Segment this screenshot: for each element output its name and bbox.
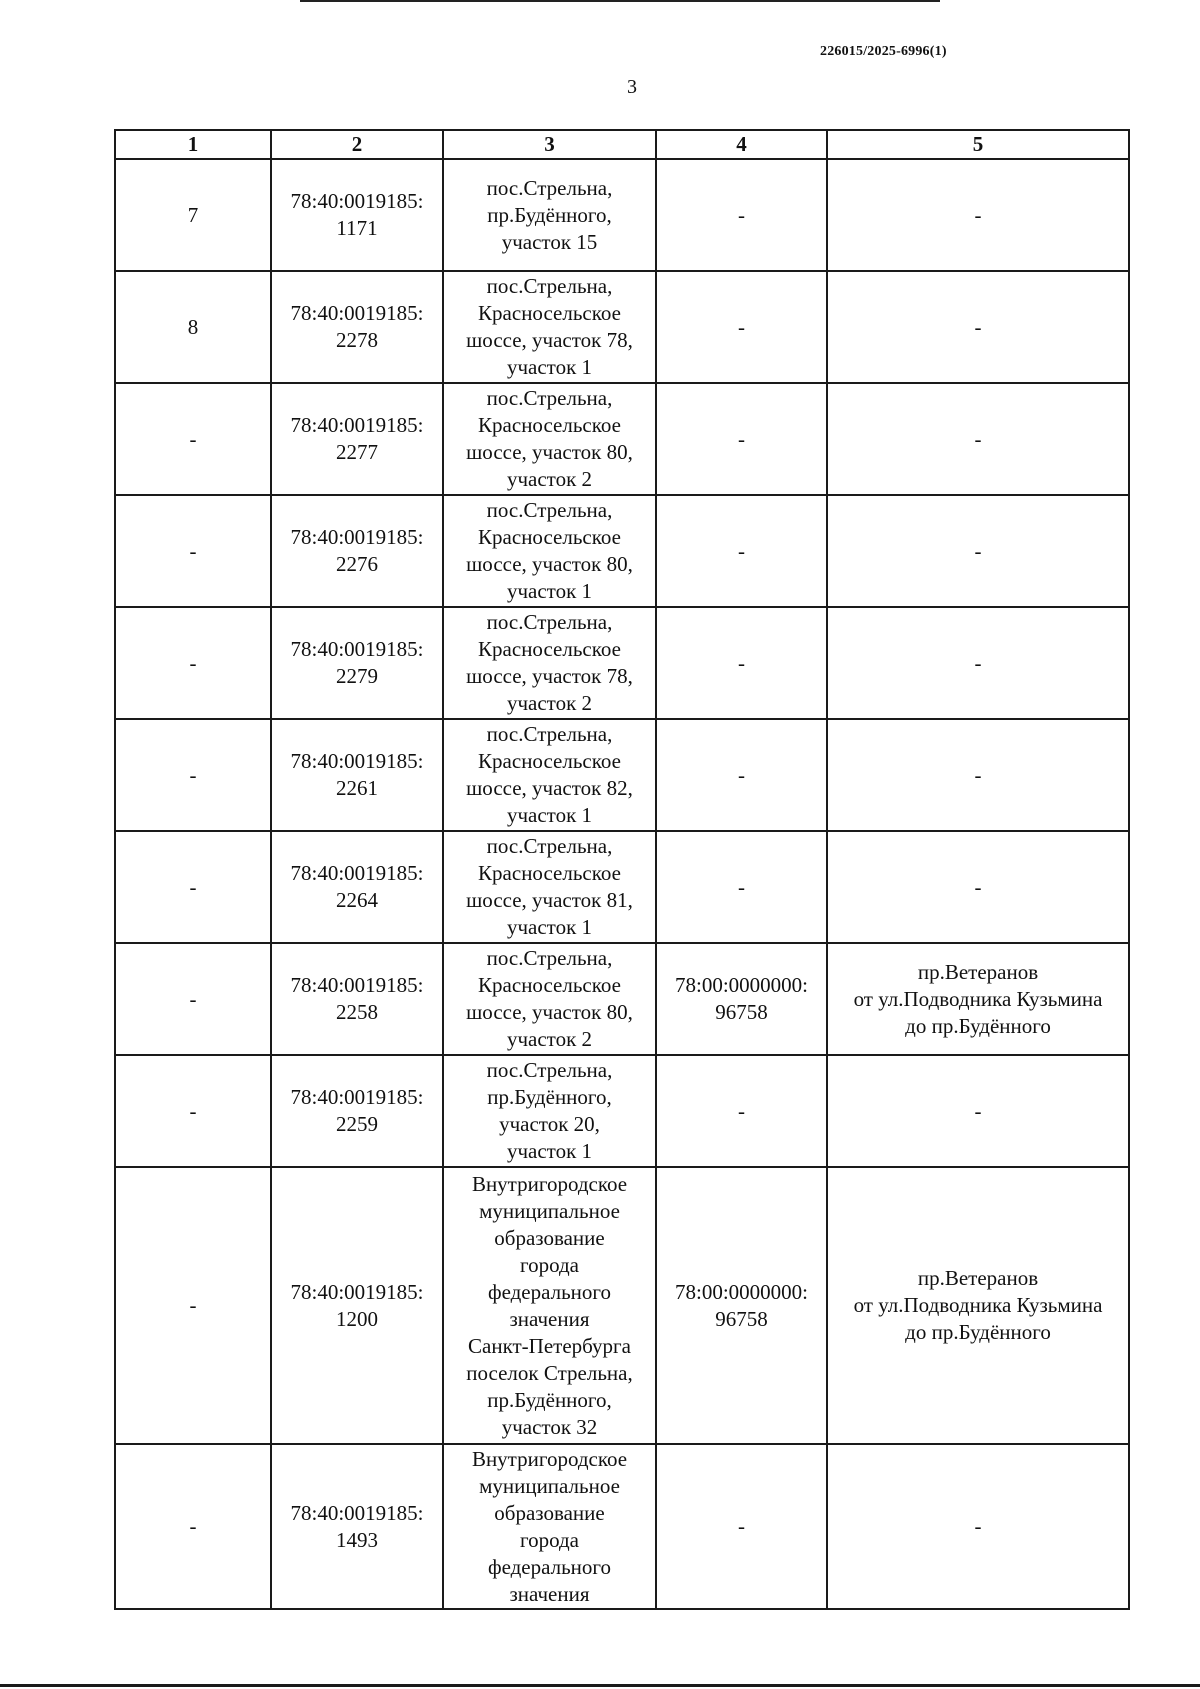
cell-text-line: пос.Стрельна, bbox=[486, 386, 613, 410]
cell-text-line: - bbox=[738, 1098, 745, 1123]
cell-text-line: шоссе, участок 78, bbox=[466, 664, 633, 688]
cell-row-number: - bbox=[115, 943, 271, 1055]
cell-cadastral-number bbox=[271, 719, 443, 831]
cell-text-line: пос.Стрельна, bbox=[486, 498, 613, 522]
cell-text-line: 1200 bbox=[336, 1306, 378, 1331]
cell-text-line: образование bbox=[494, 1500, 605, 1525]
cell-row-number: - bbox=[115, 1167, 271, 1444]
cell-text-line: Красносельское bbox=[478, 637, 621, 661]
cell-address bbox=[443, 831, 656, 943]
cell-row-number: - bbox=[115, 719, 271, 831]
table-row bbox=[115, 943, 1129, 1055]
cell-row-number: - bbox=[115, 495, 271, 607]
cell-road-description bbox=[827, 1444, 1129, 1609]
table-header-row bbox=[115, 130, 1129, 159]
cell-text-line: участок 1 bbox=[506, 355, 593, 379]
cell-cadastral-number bbox=[271, 1444, 443, 1609]
cell-address bbox=[443, 383, 656, 495]
cell-text-line: - bbox=[738, 650, 745, 675]
cell-text-line: 78:00:0000000: bbox=[674, 1279, 808, 1304]
cell-cadastral-number bbox=[271, 943, 443, 1055]
table-row bbox=[115, 159, 1129, 271]
table-row bbox=[115, 607, 1129, 719]
cell-road-description bbox=[827, 1055, 1129, 1167]
cell-address bbox=[443, 159, 656, 271]
cell-address bbox=[443, 271, 656, 383]
cell-text-line: пос.Стрельна, bbox=[486, 946, 613, 970]
cell-text-line: города bbox=[520, 1252, 579, 1277]
column-header-5: 5 bbox=[827, 130, 1129, 159]
cell-road-cadastral-number bbox=[656, 1055, 827, 1167]
table-row bbox=[115, 1444, 1129, 1609]
cell-text-line: 96758 bbox=[715, 1306, 768, 1331]
cell-text-line: участок 20, bbox=[499, 1112, 600, 1136]
cell-text-line: Красносельское bbox=[478, 413, 621, 437]
cell-row-number: 8 bbox=[115, 271, 271, 383]
cell-road-description bbox=[827, 1167, 1129, 1444]
column-header-4: 4 bbox=[656, 130, 827, 159]
cell-text-line: - bbox=[738, 538, 745, 563]
cell-text-line: 2261 bbox=[336, 776, 378, 800]
cell-text-line: 78:40:0019185: bbox=[290, 637, 424, 661]
cell-road-cadastral-number bbox=[656, 943, 827, 1055]
cell-text-line: - bbox=[974, 1514, 982, 1538]
cell-text-line: участок 2 bbox=[506, 691, 593, 715]
cell-text-line: 78:40:0019185: bbox=[290, 1085, 424, 1109]
cell-text-line: Внутригородское bbox=[471, 1446, 628, 1471]
cell-text-line: 78:40:0019185: bbox=[290, 749, 424, 773]
cell-text-line: участок 1 bbox=[506, 915, 593, 939]
cell-text-line: муниципальное bbox=[479, 1198, 620, 1223]
cell-row-number: - bbox=[115, 607, 271, 719]
cell-row-number: - bbox=[115, 1055, 271, 1167]
cell-road-cadastral-number bbox=[656, 1444, 827, 1609]
cell-text-line: 2264 bbox=[336, 888, 378, 912]
cell-road-cadastral-number bbox=[656, 495, 827, 607]
cell-text-line: участок 15 bbox=[501, 229, 598, 254]
cell-address bbox=[443, 1444, 656, 1609]
cell-text-line: шоссе, участок 82, bbox=[466, 776, 633, 800]
column-header-1: 1 bbox=[115, 130, 271, 159]
table-body bbox=[115, 159, 1129, 1609]
cell-row-number: 7 bbox=[115, 159, 271, 271]
cell-text-line: 78:40:0019185: bbox=[290, 189, 424, 213]
cell-text-line: пр.Будённого, bbox=[487, 202, 612, 227]
cell-text-line: от ул.Подводника Кузьмина bbox=[853, 986, 1103, 1011]
cell-text-line: шоссе, участок 81, bbox=[466, 888, 633, 912]
cell-text-line: 78:40:0019185: bbox=[290, 1500, 424, 1525]
cell-text-line: участок 32 bbox=[501, 1414, 598, 1439]
cell-road-cadastral-number bbox=[656, 1167, 827, 1444]
cell-text-line: - bbox=[738, 314, 745, 339]
cell-road-description bbox=[827, 719, 1129, 831]
cell-text-line: участок 1 bbox=[506, 1139, 593, 1163]
cell-text-line: 2259 bbox=[336, 1112, 378, 1136]
cell-text-line: пр.Будённого, bbox=[487, 1085, 612, 1109]
cell-text-line: - bbox=[974, 202, 982, 227]
cell-road-description bbox=[827, 607, 1129, 719]
column-header-3: 3 bbox=[443, 130, 656, 159]
cell-text-line: 78:40:0019185: bbox=[290, 525, 424, 549]
cell-text-line: участок 2 bbox=[506, 467, 593, 491]
cell-text-line: пр.Будённого, bbox=[487, 1387, 612, 1412]
cell-text-line: - bbox=[974, 650, 982, 675]
cell-address bbox=[443, 719, 656, 831]
column-header-2: 2 bbox=[271, 130, 443, 159]
cell-text-line: значения bbox=[509, 1306, 590, 1331]
cell-text-line: пос.Стрельна, bbox=[486, 1058, 613, 1082]
cell-text-line: - bbox=[738, 1514, 745, 1538]
cell-text-line: шоссе, участок 80, bbox=[466, 440, 633, 464]
cell-text-line: - bbox=[974, 874, 982, 899]
cell-text-line: образование bbox=[494, 1225, 605, 1250]
cell-text-line: 1493 bbox=[336, 1527, 378, 1552]
scan-bottom-edge-line bbox=[0, 1684, 1200, 1687]
cell-address bbox=[443, 495, 656, 607]
table-row bbox=[115, 495, 1129, 607]
cell-text-line: пос.Стрельна, bbox=[486, 274, 613, 298]
cell-row-number: - bbox=[115, 383, 271, 495]
cell-text-line: пос.Стрельна, bbox=[486, 834, 613, 858]
cell-text-line: пос.Стрельна, bbox=[486, 722, 613, 746]
cell-text-line: 78:40:0019185: bbox=[290, 413, 424, 437]
cell-road-cadastral-number bbox=[656, 719, 827, 831]
page-number: 3 bbox=[627, 76, 637, 98]
cell-text-line: 96758 bbox=[715, 1000, 768, 1024]
cell-text-line: 78:40:0019185: bbox=[290, 861, 424, 885]
cell-text-line: - bbox=[738, 202, 745, 227]
scan-top-edge-line bbox=[300, 0, 940, 2]
cell-text-line: - bbox=[974, 538, 982, 563]
cell-text-line: - bbox=[974, 426, 982, 451]
cell-text-line: шоссе, участок 80, bbox=[466, 1000, 633, 1024]
cell-text-line: 1171 bbox=[336, 216, 378, 240]
table-row bbox=[115, 271, 1129, 383]
table-row bbox=[115, 831, 1129, 943]
cell-address bbox=[443, 607, 656, 719]
cell-text-line: пос.Стрельна, bbox=[486, 610, 613, 634]
cell-cadastral-number bbox=[271, 607, 443, 719]
cell-text-line: Красносельское bbox=[478, 973, 621, 997]
cell-row-number: - bbox=[115, 831, 271, 943]
cell-text-line: - bbox=[974, 314, 982, 339]
cell-road-description bbox=[827, 943, 1129, 1055]
cell-text-line: шоссе, участок 80, bbox=[466, 552, 633, 576]
cell-text-line: 78:40:0019185: bbox=[290, 1279, 424, 1304]
cell-text-line: Красносельское bbox=[478, 861, 621, 885]
cell-text-line: Красносельское bbox=[478, 749, 621, 773]
table-header bbox=[115, 130, 1129, 159]
cell-text-line: - bbox=[974, 762, 982, 787]
cell-road-cadastral-number bbox=[656, 831, 827, 943]
cell-text-line: Красносельское bbox=[478, 525, 621, 549]
cell-text-line: Красносельское bbox=[478, 301, 621, 325]
table-row bbox=[115, 719, 1129, 831]
cell-text-line: до пр.Будённого bbox=[905, 1320, 1051, 1344]
cell-text-line: 2276 bbox=[336, 552, 378, 576]
cell-road-cadastral-number bbox=[656, 159, 827, 271]
cell-text-line: 78:00:0000000: bbox=[674, 973, 808, 997]
cell-text-line: - bbox=[738, 426, 745, 451]
cell-text-line: федерального bbox=[487, 1279, 612, 1304]
cell-text-line: до пр.Будённого bbox=[905, 1013, 1051, 1038]
cell-text-line: 2277 bbox=[336, 440, 378, 464]
cell-cadastral-number bbox=[271, 159, 443, 271]
cell-cadastral-number bbox=[271, 383, 443, 495]
cell-text-line: пос.Стрельна, bbox=[486, 175, 613, 200]
cell-text-line: - bbox=[738, 874, 745, 899]
cell-text-line: - bbox=[974, 1098, 982, 1123]
cell-address bbox=[443, 943, 656, 1055]
cell-row-number: - bbox=[115, 1444, 271, 1609]
cell-road-description bbox=[827, 383, 1129, 495]
cell-text-line: от ул.Подводника Кузьмина bbox=[853, 1293, 1103, 1317]
cell-text-line: 2258 bbox=[336, 1000, 378, 1024]
cell-cadastral-number bbox=[271, 271, 443, 383]
cell-cadastral-number bbox=[271, 1055, 443, 1167]
cell-cadastral-number bbox=[271, 495, 443, 607]
cell-road-cadastral-number bbox=[656, 607, 827, 719]
cell-text-line: - bbox=[738, 762, 745, 787]
cell-road-description bbox=[827, 831, 1129, 943]
cell-text-line: пр.Ветеранов bbox=[917, 1266, 1039, 1290]
cell-text-line: 78:40:0019185: bbox=[290, 973, 424, 997]
cell-road-description bbox=[827, 159, 1129, 271]
cell-text-line: значения bbox=[509, 1581, 590, 1606]
cell-cadastral-number bbox=[271, 831, 443, 943]
cell-road-cadastral-number bbox=[656, 383, 827, 495]
cell-text-line: Санкт-Петербурга bbox=[468, 1333, 631, 1358]
cell-cadastral-number bbox=[271, 1167, 443, 1444]
table-row bbox=[115, 383, 1129, 495]
cell-text-line: шоссе, участок 78, bbox=[466, 328, 633, 352]
cell-text-line: 2278 bbox=[336, 328, 378, 352]
cell-text-line: участок 1 bbox=[506, 803, 593, 827]
land-parcels-table bbox=[114, 129, 1130, 1610]
cell-text-line: 78:40:0019185: bbox=[290, 301, 424, 325]
cell-text-line: участок 2 bbox=[506, 1027, 593, 1051]
cell-road-description bbox=[827, 271, 1129, 383]
cell-text-line: муниципальное bbox=[479, 1473, 620, 1498]
cell-address bbox=[443, 1055, 656, 1167]
table-row bbox=[115, 1055, 1129, 1167]
cell-text-line: поселок Стрельна, bbox=[466, 1360, 633, 1385]
cell-text-line: 2279 bbox=[336, 664, 378, 688]
cell-text-line: Внутригородское bbox=[471, 1171, 628, 1196]
cell-text-line: участок 1 bbox=[506, 579, 593, 603]
cell-road-cadastral-number bbox=[656, 271, 827, 383]
cell-text-line: города bbox=[520, 1527, 579, 1552]
cell-text-line: федерального bbox=[487, 1554, 612, 1579]
cell-road-description bbox=[827, 495, 1129, 607]
table-row bbox=[115, 1167, 1129, 1444]
cell-address bbox=[443, 1167, 656, 1444]
document-registration-number: 226015/2025-6996(1) bbox=[820, 44, 947, 59]
cell-text-line: пр.Ветеранов bbox=[917, 959, 1039, 984]
